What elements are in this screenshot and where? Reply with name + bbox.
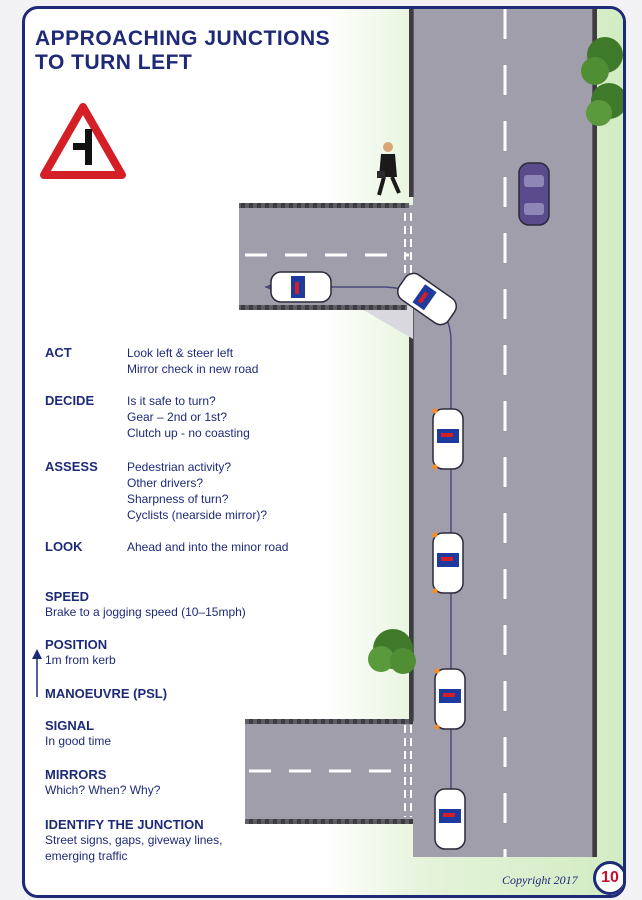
upper-kerb-top [239,203,409,208]
stage-line: Look left & steer left [127,346,234,360]
psl-name: MIRRORS [45,767,107,782]
stage-name: ASSESS [45,459,98,474]
main-road-kerb-right [592,9,597,857]
stage-lines [127,539,288,555]
stage-line: Cyclists (nearside mirror)? [127,508,268,522]
upper-kerb-bottom [239,305,407,310]
stage-name: ACT [45,345,72,360]
stage-line: Mirror check in new road [127,362,259,376]
title-line-2: TO TURN LEFT [35,51,193,74]
stage-line: Ahead and into the minor road [127,540,289,554]
psl-manoeuvre [45,686,315,701]
psl-line: 1m from kerb [45,653,116,667]
learner-car-icon [435,669,466,730]
page-title [35,27,330,75]
junction-left-warning-sign-icon [39,101,127,183]
psl-text [45,733,315,749]
title-line-1: APPROACHING JUNCTIONS [35,27,331,50]
psl-line: Brake to a jogging speed (10–15mph) [45,605,246,619]
stage-name: DECIDE [45,393,95,408]
psl-text [45,782,315,798]
psl-signal [45,718,315,749]
stage-line: Is it safe to turn? [127,394,216,408]
stage-line: Gear – 2nd or 1st? [127,410,228,424]
page-frame [22,6,626,898]
copyright-text: Copyright 2017 [502,873,578,887]
learner-car-icon [433,533,464,594]
psl-mirrors [45,767,315,798]
stage-lines [127,345,258,377]
stage-line: Other drivers? [127,476,204,490]
oncoming-car-icon [519,163,549,225]
up-arrow-icon [31,649,43,697]
psl-text [45,604,315,620]
psl-identify [45,817,315,864]
learner-car-icon [271,272,331,302]
main-road-kerb-left [409,9,414,197]
stage-line: Clutch up - no coasting [127,426,250,440]
stage-lines [127,459,267,523]
psl-name: SIGNAL [45,718,95,733]
psl-name: SPEED [45,589,90,604]
psl-name: IDENTIFY THE JUNCTION [45,817,204,832]
page-number-badge: 10 [593,861,626,895]
learner-car-icon [435,789,465,849]
stage-lines [127,393,250,441]
psl-speed [45,589,315,620]
stage-line: Sharpness of turn? [127,492,229,506]
psl-name: POSITION [45,637,108,652]
stage-line: Pedestrian activity? [127,460,232,474]
stage-name: LOOK [45,539,83,554]
psl-text [45,832,315,864]
psl-position [45,637,315,668]
psl-line: In good time [45,734,112,748]
psl-line: Street signs, gaps, giveway lines, [45,833,223,847]
psl-text [45,652,315,668]
psl-line: emerging traffic [45,849,128,863]
learner-car-icon [433,409,464,470]
psl-name: MANOEUVRE (PSL) [45,686,168,701]
psl-line: Which? When? Why? [45,783,161,797]
